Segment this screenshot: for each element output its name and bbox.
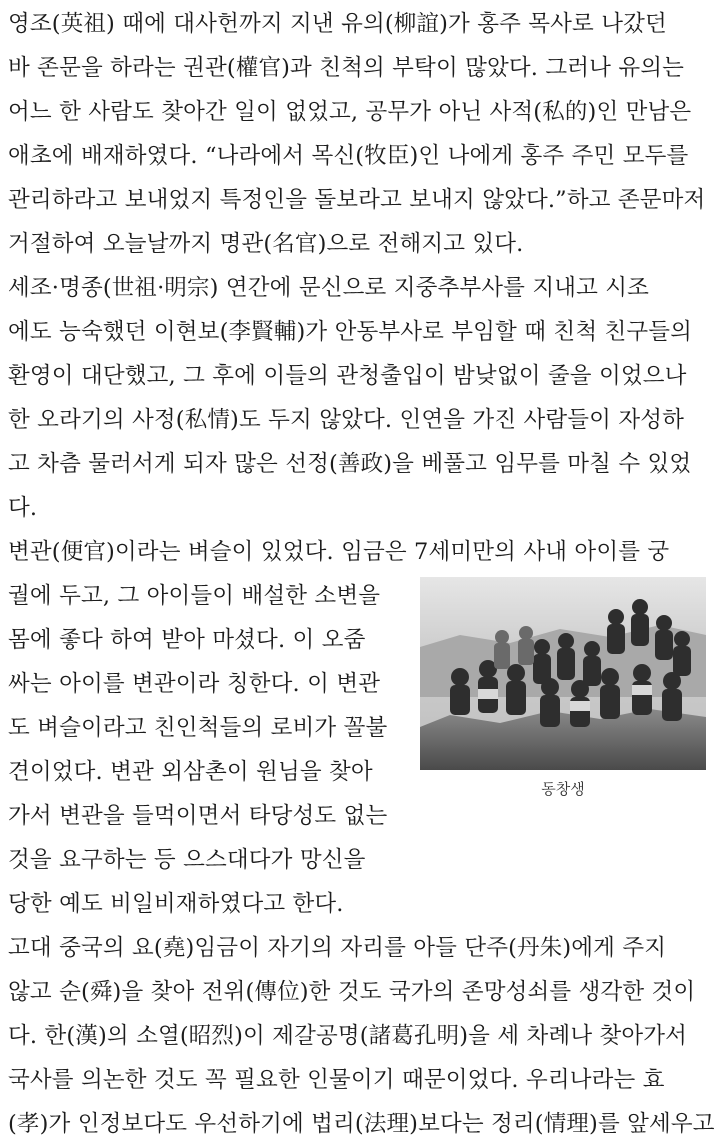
text-line: 영조(英祖) 때에 대사헌까지 지낸 유의(柳誼)가 홍주 목사로 나갔던 — [8, 11, 667, 37]
text-line: 않고 순(舜)을 찾아 전위(傳位)한 것도 국가의 존망성쇠를 생각한 것이 — [8, 979, 696, 1005]
photo-caption: 동창생 — [541, 780, 585, 798]
text-line: 에도 능숙했던 이현보(李賢輔)가 안동부사로 부임할 때 친척 친구들의 — [8, 319, 693, 345]
text-line: 다. — [8, 495, 38, 521]
text-line: 한 오라기의 사정(私情)도 두지 않았다. 인연을 가진 사람들이 자성하 — [8, 407, 685, 433]
text-line: 도 벼슬이라고 친인척들의 로비가 꼴불 — [8, 715, 388, 741]
text-line: 당한 예도 비일비재하였다고 한다. — [8, 891, 344, 917]
text-line: 환영이 대단했고, 그 후에 이들의 관청출입이 밤낮없이 줄을 이었으나 — [8, 363, 687, 389]
text-line: 애초에 배재하였다. “나라에서 목신(牧臣)인 나에게 홍주 주민 모두를 — [8, 143, 689, 169]
text-line: 궐에 두고, 그 아이들이 배설한 소변을 — [8, 583, 381, 609]
text-line: 어느 한 사람도 찾아간 일이 없었고, 공무가 아닌 사적(私的)인 만남은 — [8, 99, 692, 125]
photo-figure — [420, 577, 706, 799]
text-line: 관리하라고 보내었지 특정인을 돌보라고 보내지 않았다.”하고 존문마저 — [8, 187, 706, 213]
text-line: 거절하여 오늘날까지 명관(名官)으로 전해지고 있다. — [8, 231, 524, 257]
text-line: 견이었다. 변관 외삼촌이 원님을 찾아 — [8, 759, 373, 785]
text-line: 가서 변관을 들먹이면서 타당성도 없는 — [8, 803, 388, 829]
text-line: 다. 한(漢)의 소열(昭烈)이 제갈공명(諸葛孔明)을 세 차례나 찾아가서 — [8, 1023, 688, 1049]
text-line: 고 차츰 물러서게 되자 많은 선정(善政)을 베풀고 임무를 마칠 수 있었 — [8, 451, 692, 477]
text-line: 변관(便官)이라는 벼슬이 있었다. 임금은 7세미만의 사내 아이를 궁 — [8, 539, 670, 565]
text-line: (孝)가 인정보다도 우선하기에 법리(法理)보다는 정리(情理)를 앞세우고 — [8, 1111, 715, 1137]
group-photo — [420, 577, 706, 770]
text-line: 몸에 좋다 하여 받아 마셨다. 이 오줌 — [8, 627, 366, 653]
text-line: 것을 요구하는 등 으스대다가 망신을 — [8, 847, 366, 873]
text-line: 싸는 아이를 변관이라 칭한다. 이 변관 — [8, 671, 381, 697]
text-line: 바 존문을 하라는 권관(權官)과 친척의 부탁이 많았다. 그러나 유의는 — [8, 55, 685, 81]
text-line: 국사를 의논한 것도 꼭 필요한 인물이기 때문이었다. 우리나라는 효 — [8, 1067, 665, 1093]
text-line: 세조·명종(世祖·明宗) 연간에 문신으로 지중추부사를 지내고 시조 — [8, 275, 650, 301]
text-line: 고대 중국의 요(堯)임금이 자기의 자리를 아들 단주(丹朱)에게 주지 — [8, 935, 667, 961]
